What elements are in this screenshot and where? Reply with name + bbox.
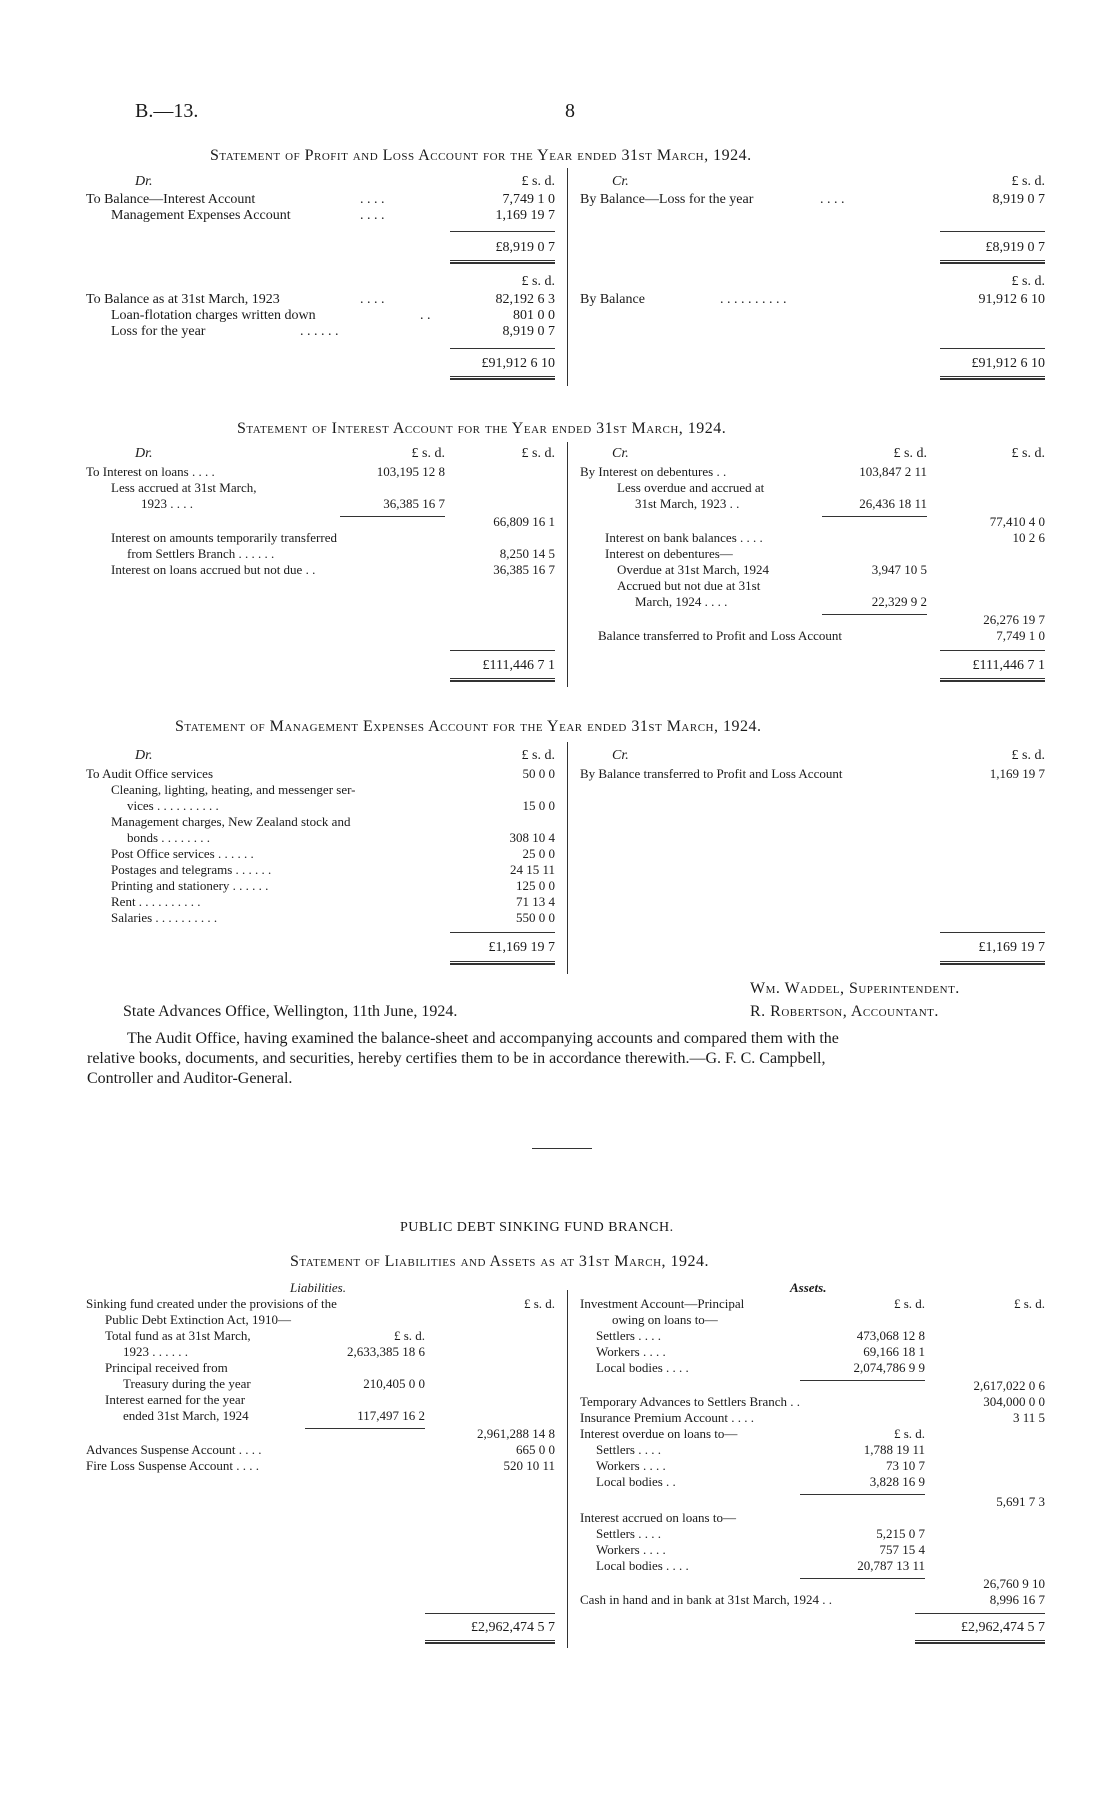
int-cr-unit-header-2: £ s. d. (1011, 446, 1045, 461)
assets-overdue: Interest overdue on loans to— (580, 1426, 738, 1441)
assets-accrued-amount-1: 5,215 0 7 (876, 1526, 925, 1541)
audit-line-2: relative books, documents, and securities, hereby certifies them to be in accordance therewith.—G. F. C. Campbell, (87, 1050, 826, 1067)
liab-pr-2: Treasury during the year (123, 1376, 251, 1391)
assets-unit-header-1: £ s. d. (893, 1296, 925, 1311)
int-cr-overdue-amount: 3,947 10 5 (871, 562, 927, 577)
pl-dr-unit-header: £ s. d. (521, 174, 555, 189)
mgmt-title: Statement of Management Expenses Account for the Year ended 31st March, 1924. (175, 718, 762, 735)
pl-cr2-amount-1: 91,912 6 10 (978, 292, 1045, 307)
int-cr-accrued-amount: 22,329 9 2 (871, 594, 927, 609)
int-cr-debentures: By Interest on debentures . . (580, 464, 727, 479)
assets-overdue-2: Workers . . . . (596, 1458, 666, 1473)
assets-inv-1: Investment Account—Principal (580, 1296, 745, 1311)
mgmt-dr-label: Dr. (135, 748, 153, 763)
int-cr-label: Cr. (612, 446, 629, 461)
liab-pr-amount: 210,405 0 0 (363, 1376, 425, 1391)
office-date: State Advances Office, Wellington, 11th June, 1924. (123, 1003, 458, 1020)
liab-adv: Advances Suspense Account . . . . (86, 1442, 262, 1457)
assets-accrued-total: 26,760 9 10 (983, 1576, 1045, 1591)
audit-line-1: The Audit Office, having examined the balance-sheet and accompanying accounts and compared them with the (127, 1030, 839, 1047)
pl-cr2-row-1: By Balance (580, 292, 645, 307)
int-cr-unit-header-1: £ s. d. (893, 446, 927, 461)
assets-overdue-1: Settlers . . . . (596, 1442, 661, 1457)
assets-temp-amount: 304,000 0 0 (983, 1394, 1045, 1409)
liab-fire: Fire Loss Suspense Account . . . . (86, 1458, 259, 1473)
pl-dr1-row-2: Management Expenses Account (111, 208, 291, 223)
int-dr-accrued-amount: 36,385 16 7 (493, 562, 555, 577)
mgmt-cr-label: Cr. (612, 748, 629, 763)
int-dr-transferred-2: from Settlers Branch . . . . . . (127, 546, 275, 561)
liab-fire-amount: 520 10 11 (503, 1458, 555, 1473)
mgmt-item-2: Cleaning, lighting, heating, and messenger ser- (111, 782, 356, 797)
int-cr-bank: Interest on bank balances . . . . (605, 530, 763, 545)
audit-line-3: Controller and Auditor-General. (87, 1070, 293, 1087)
assets-cash-amount: 8,996 16 7 (989, 1592, 1045, 1607)
pl-cr2-dots-1: . . . . . . . . . . (720, 292, 787, 307)
int-cr-accrued-2: March, 1924 . . . . (635, 594, 728, 609)
mgmt-item-3: vices . . . . . . . . . . (127, 798, 219, 813)
assets-accrued-2: Workers . . . . (596, 1542, 666, 1557)
assets-inv-total: 2,617,022 0 6 (973, 1378, 1045, 1393)
int-cr-balance-amount: 7,749 1 0 (996, 628, 1045, 643)
interest-title: Statement of Interest Account for the Year ended 31st March, 1924. (237, 420, 727, 437)
assets-accrued-1: Settlers . . . . (596, 1526, 661, 1541)
liab-tf-1: Total fund as at 31st March, (105, 1328, 251, 1343)
pl-dr2-amount-3: 8,919 0 7 (502, 324, 555, 339)
int-cr-less-amount: 26,436 18 11 (859, 496, 927, 511)
pl-dr2-dots-3: . . . . . . (300, 324, 339, 339)
assets-accrued: Interest accrued on loans to— (580, 1510, 736, 1525)
assets-accrued-amount-2: 757 15 4 (879, 1542, 925, 1557)
mgmt-item-4: Management charges, New Zealand stock and (111, 814, 351, 829)
assets-overdue-amount-1: 1,788 19 11 (863, 1442, 925, 1457)
pl-dr1-dots-2: . . . . (360, 208, 385, 223)
mgmt-cr-amount: 1,169 19 7 (989, 766, 1045, 781)
int-dr-less-2: 1923 . . . . (141, 496, 193, 511)
pl-dr1-amount-1: 7,749 1 0 (502, 192, 555, 207)
liab-total: £2,962,474 5 7 (471, 1620, 555, 1635)
pl-dr1-dots-1: . . . . (360, 192, 385, 207)
int-cr-debentures-amount: 103,847 2 11 (859, 464, 927, 479)
int-cr-balance: Balance transferred to Profit and Loss Account (598, 628, 843, 643)
int-cr-on-deb: Interest on debentures— (605, 546, 733, 561)
assets-cash: Cash in hand and in bank at 31st March, 1924 . . (580, 1592, 833, 1607)
pl-dr2-amount-2: 801 0 0 (513, 308, 555, 323)
signature-superintendent: Wm. Waddel, Superintendent. (750, 980, 960, 997)
document-reference: B.—13. (135, 100, 199, 122)
mgmt-item-9: Rent . . . . . . . . . . (111, 894, 201, 909)
assets-accrued-amount-3: 20,787 13 11 (857, 1558, 925, 1573)
mgmt-item-6: Post Office services . . . . . . (111, 846, 254, 861)
assets-total: £2,962,474 5 7 (961, 1620, 1045, 1635)
liab-sf-2: Public Debt Extinction Act, 1910— (105, 1312, 291, 1327)
pl-dr2-total: £91,912 6 10 (481, 356, 555, 371)
pl-cr-unit-header: £ s. d. (1011, 174, 1045, 189)
mgmt-item-7: Postages and telegrams . . . . . . (111, 862, 272, 877)
int-cr-less-2: 31st March, 1923 . . (635, 496, 740, 511)
sinking-statement-title: Statement of Liabilities and Assets as at 31st March, 1924. (290, 1253, 710, 1270)
mgmt-amount-9: 71 13 4 (516, 894, 555, 909)
pl-dr2-amount-1: 82,192 6 3 (495, 292, 555, 307)
mgmt-item-5: bonds . . . . . . . . (127, 830, 211, 845)
liab-unit-header: £ s. d. (523, 1296, 555, 1311)
assets-loan-amount-1: 473,068 12 8 (856, 1328, 925, 1343)
int-dr-less-1: Less accrued at 31st March, (111, 480, 257, 495)
signature-accountant: R. Robertson, Accountant. (750, 1003, 939, 1020)
assets-temp: Temporary Advances to Settlers Branch . . (580, 1394, 801, 1409)
liab-tf-amount: 2,633,385 18 6 (347, 1344, 425, 1359)
liab-pr-1: Principal received from (105, 1360, 228, 1375)
int-dr-unit-header-2: £ s. d. (521, 446, 555, 461)
mgmt-dr-unit-header: £ s. d. (521, 748, 555, 763)
int-cr-net-amount: 77,410 4 0 (989, 514, 1045, 529)
int-dr-loans-amount: 103,195 12 8 (376, 464, 445, 479)
liab-ie-2: ended 31st March, 1924 (123, 1408, 249, 1423)
assets-ins-amount: 3 11 5 (1012, 1410, 1045, 1425)
liab-adv-amount: 665 0 0 (516, 1442, 555, 1457)
pl-cr1-total: £8,919 0 7 (985, 240, 1045, 255)
mgmt-cr-item: By Balance transferred to Profit and Loss Account (580, 766, 843, 781)
assets-overdue-amount-3: 3,828 16 9 (869, 1474, 925, 1489)
pl-dr2-dots-2: . . (420, 308, 431, 323)
pl-dr-label: Dr. (135, 174, 153, 189)
assets-overdue-unit-header: £ s. d. (893, 1426, 925, 1441)
mgmt-amount-5: 308 10 4 (509, 830, 555, 845)
pl-dr2-dots-1: . . . . (360, 292, 385, 307)
pl-cr2-unit-header: £ s. d. (1011, 274, 1045, 289)
pl-cr1-dots-1: . . . . (820, 192, 845, 207)
mgmt-dr-total: £1,169 19 7 (488, 940, 555, 955)
int-cr-bank-amount: 10 2 6 (1012, 530, 1045, 545)
mgmt-item-10: Salaries . . . . . . . . . . (111, 910, 218, 925)
assets-overdue-3: Local bodies . . (596, 1474, 676, 1489)
int-cr-sub-amount: 26,276 19 7 (983, 612, 1045, 627)
int-cr-total: £111,446 7 1 (972, 658, 1045, 673)
int-dr-net-amount: 66,809 16 1 (493, 514, 555, 529)
int-dr-unit-header-1: £ s. d. (411, 446, 445, 461)
liab-ie-1: Interest earned for the year (105, 1392, 246, 1407)
sinking-branch-title: PUBLIC DEBT SINKING FUND BRANCH. (400, 1220, 674, 1235)
pl-dr2-row-2: Loan-flotation charges written down (111, 308, 316, 323)
int-cr-less-1: Less overdue and accrued at (617, 480, 765, 495)
pl-cr2-total: £91,912 6 10 (971, 356, 1045, 371)
mgmt-cr-total: £1,169 19 7 (978, 940, 1045, 955)
assets-loan-3: Local bodies . . . . (596, 1360, 689, 1375)
liab-sf-1: Sinking fund created under the provisions of the (86, 1296, 337, 1311)
liab-sub-unit-header: £ s. d. (393, 1328, 425, 1343)
pl-dr1-amount-2: 1,169 19 7 (495, 208, 555, 223)
assets-loan-amount-2: 69,166 18 1 (863, 1344, 925, 1359)
mgmt-amount-10: 550 0 0 (516, 910, 555, 925)
int-dr-less-amount: 36,385 16 7 (383, 496, 445, 511)
int-dr-label: Dr. (135, 446, 153, 461)
assets-inv-2: owing on loans to— (612, 1312, 718, 1327)
assets-overdue-amount-2: 73 10 7 (886, 1458, 925, 1473)
liab-tf-2: 1923 . . . . . . (123, 1344, 188, 1359)
mgmt-amount-3: 15 0 0 (522, 798, 555, 813)
int-dr-transferred-amount: 8,250 14 5 (499, 546, 555, 561)
int-dr-loans: To Interest on loans . . . . (86, 464, 215, 479)
mgmt-cr-unit-header: £ s. d. (1011, 748, 1045, 763)
mgmt-amount-8: 125 0 0 (516, 878, 555, 893)
assets-unit-header-2: £ s. d. (1013, 1296, 1045, 1311)
mgmt-amount-6: 25 0 0 (522, 846, 555, 861)
int-cr-overdue: Overdue at 31st March, 1924 (617, 562, 769, 577)
page-number: 8 (565, 100, 575, 122)
mgmt-amount-7: 24 15 11 (509, 862, 555, 877)
assets-accrued-3: Local bodies . . . . (596, 1558, 689, 1573)
pl-dr1-total: £8,919 0 7 (495, 240, 555, 255)
liab-ie-amount: 117,497 16 2 (357, 1408, 425, 1423)
assets-ins: Insurance Premium Account . . . . (580, 1410, 755, 1425)
assets-loan-1: Settlers . . . . (596, 1328, 661, 1343)
assets-overdue-total: 5,691 7 3 (996, 1494, 1045, 1509)
pl-dr2-row-3: Loss for the year (111, 324, 206, 339)
pl-cr1-row-1: By Balance—Loss for the year (580, 192, 754, 207)
int-dr-accrued: Interest on loans accrued but not due . . (111, 562, 316, 577)
pl-dr2-row-1: To Balance as at 31st March, 1923 (86, 292, 280, 307)
pl-cr1-amount-1: 8,919 0 7 (992, 192, 1045, 207)
assets-loan-2: Workers . . . . (596, 1344, 666, 1359)
mgmt-amount-1: 50 0 0 (522, 766, 555, 781)
int-dr-transferred-1: Interest on amounts temporarily transferred (111, 530, 337, 545)
int-cr-accrued-1: Accrued but not due at 31st (617, 578, 761, 593)
liab-sf-total: 2,961,288 14 8 (477, 1426, 555, 1441)
pl-dr1-row-1: To Balance—Interest Account (86, 192, 256, 207)
profit-loss-title: Statement of Profit and Loss Account for the Year ended 31st March, 1924. (210, 147, 752, 164)
int-dr-total: £111,446 7 1 (482, 658, 555, 673)
mgmt-item-8: Printing and stationery . . . . . . (111, 878, 269, 893)
mgmt-item-1: To Audit Office services (86, 766, 214, 781)
liabilities-label: Liabilities. (290, 1280, 346, 1295)
assets-loan-amount-3: 2,074,786 9 9 (853, 1360, 925, 1375)
pl-cr-label: Cr. (612, 174, 629, 189)
pl-dr2-unit-header: £ s. d. (521, 274, 555, 289)
assets-label: Assets. (790, 1280, 827, 1295)
